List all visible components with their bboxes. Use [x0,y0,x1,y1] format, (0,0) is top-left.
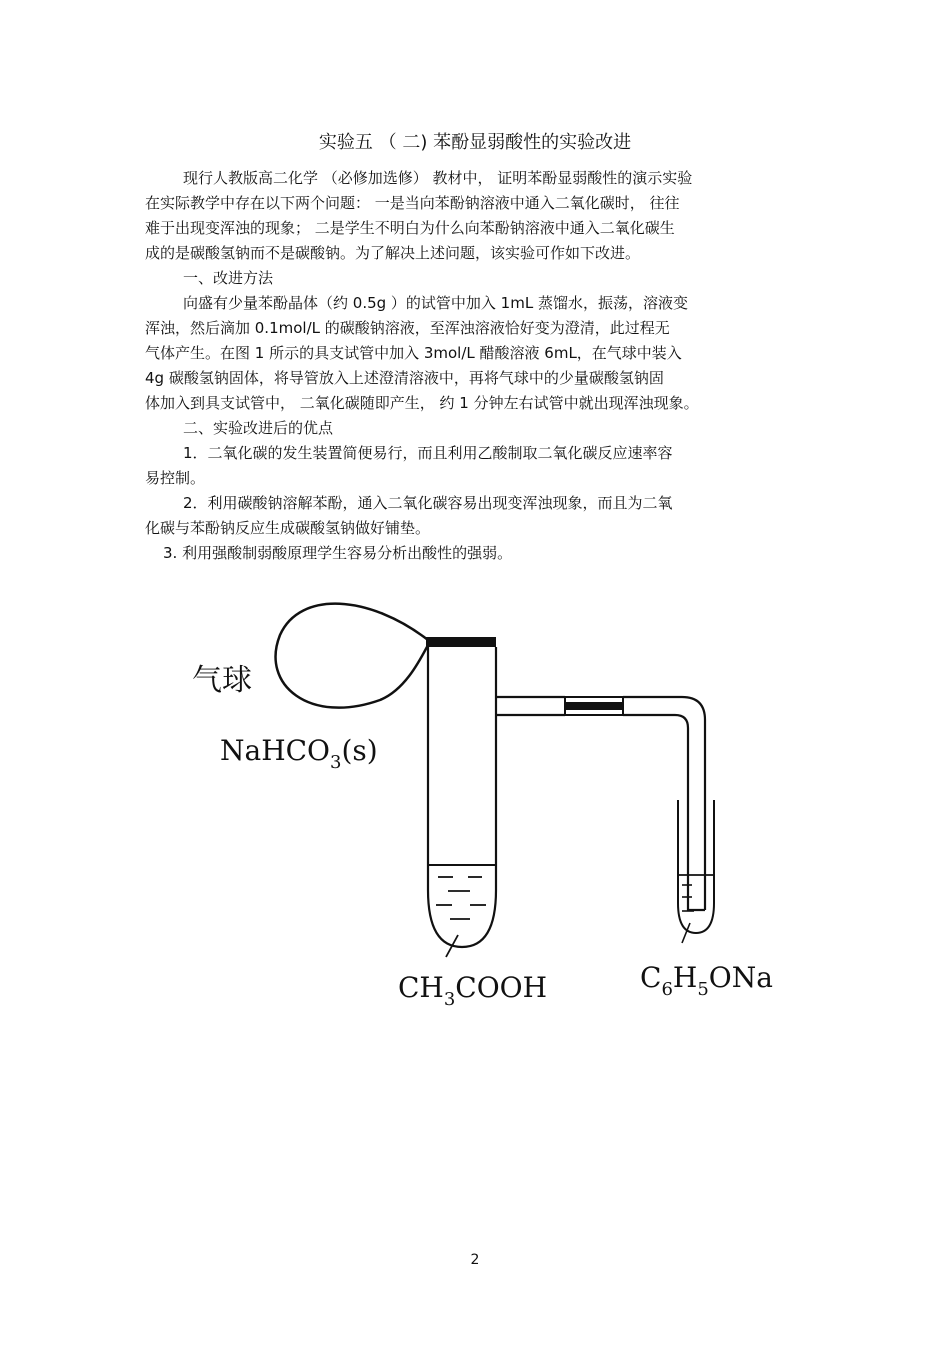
body-text [145,166,805,566]
text-line: 体加入到具支试管中， 二氧化碳随即产生， 约 1 分钟左右试管中就出现浑浊现象。 [145,394,699,412]
balloon-shape [276,604,428,708]
page-number: 2 [470,1252,480,1268]
text-line: 4g 碳酸氢钠固体，将导管放入上述澄清溶液中，再将气球中的少量碳酸氢钠固 [145,369,664,387]
balloon-label: 气球 [192,663,252,698]
text-line: 2．利用碳酸钠溶解苯酚，通入二氧化碳容易出现变浑浊现象，而且为二氧 [183,494,673,512]
text-line: 3. 利用强酸制弱酸原理学生容易分析出酸性的强弱。 [163,544,513,562]
side-arm-test-tube [428,647,496,947]
apparatus-diagram [170,585,790,1025]
text-line: 现行人教版高二化学 （必修加选修） 教材中， 证明苯酚显弱酸性的演示实验 [183,169,693,187]
text-line: 1．二氧化碳的发生装置简便易行，而且利用乙酸制取二氧化碳反应速率容 [183,444,673,462]
text-line: 成的是碳酸氢钠而不是碳酸钠。为了解决上述问题，该实验可作如下改进。 [145,244,641,262]
nahco3-label: NaHCO$_3$(s) [220,734,378,773]
c6h5ona-label: $C_6H_5ONa$ [640,961,773,1000]
stopper [426,637,496,647]
text-line: 易控制。 [145,469,206,487]
text-line: 难于出现变浑浊的现象； 二是学生不明白为什么向苯酚钠溶液中通入二氧化碳生 [145,219,675,237]
test-tube [678,800,714,933]
ch3cooh-label: $CH_3COOH$ [398,971,548,1010]
section-heading: 一、改进方法 [183,269,274,287]
text-line: 气体产生。在图 1 所示的具支试管中加入 3mol/L 醋酸溶液 6mL，在气球中装入 [145,344,682,362]
text-line: 化碳与苯酚钠反应生成碳酸氢钠做好铺垫。 [145,519,431,537]
text-line: 向盛有少量苯酚晶体（约 0.5g ）的试管中加入 1mL 蒸馏水，振荡，溶液变 [183,294,688,312]
delivery-tube [623,697,705,910]
text-line: 在实际教学中存在以下两个问题： 一是当向苯酚钠溶液中通入二氧化碳时， 往往 [145,194,680,212]
section-heading: 二、实验改进后的优点 [183,419,334,437]
document-title: 实验五 （ 二) 苯酚显弱酸性的实验改进 [318,132,632,153]
text-line: 浑浊，然后滴加 0.1mol/L 的碳酸钠溶液，至浑浊溶液恰好变为澄清，此过程无 [145,319,670,337]
